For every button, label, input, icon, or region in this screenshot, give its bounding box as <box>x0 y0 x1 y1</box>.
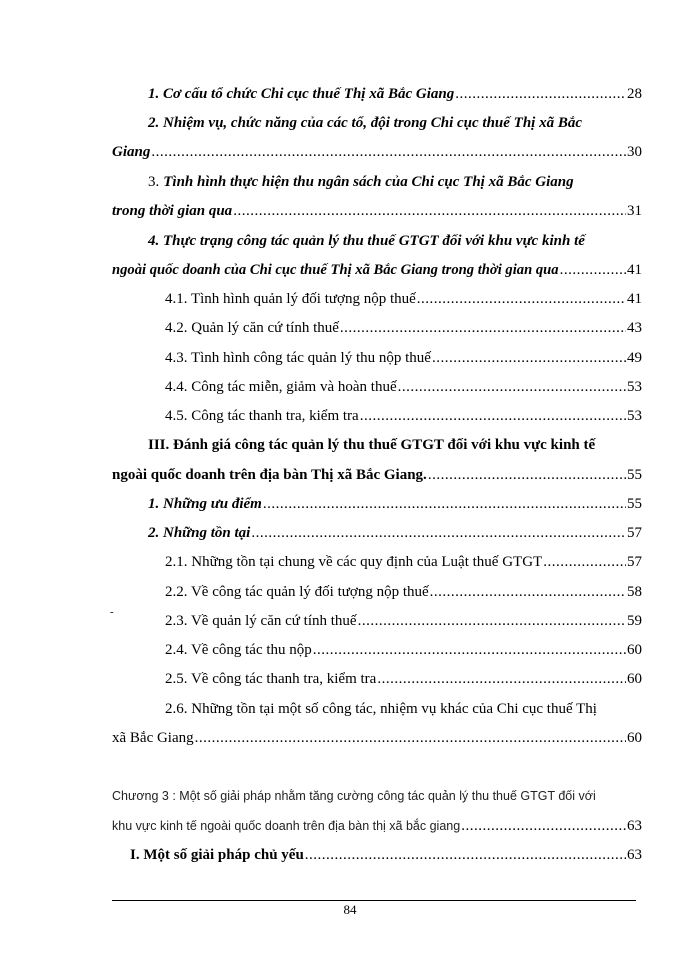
toc-entry-4-2[interactable] <box>112 320 642 344</box>
toc-page-number: 43 <box>627 320 642 336</box>
dot-leader <box>151 144 626 161</box>
toc-entry-4-line1[interactable] <box>112 233 642 257</box>
toc-entry-2-6-line2[interactable] <box>112 730 642 754</box>
toc-page-number: 55 <box>627 496 642 512</box>
toc-chapter-3-line1[interactable] <box>112 789 642 813</box>
toc-entry-4-4[interactable] <box>112 379 642 403</box>
dot-leader <box>313 642 626 659</box>
toc-section-1[interactable] <box>112 847 642 871</box>
toc-entry-title: 4.3. Tình hình công tác quản lý thu nộp thuế <box>165 350 431 366</box>
toc-entry-title-cont: trong thời gian qua <box>112 203 233 219</box>
toc-entry-title: 2.3. Về quản lý căn cứ tính thuế <box>165 613 357 629</box>
toc-page-number: 53 <box>627 379 642 395</box>
dot-leader <box>432 350 626 367</box>
toc-entry-title: 2.5. Về công tác thanh tra, kiểm tra <box>165 671 377 687</box>
toc-page-number: 60 <box>627 642 642 658</box>
toc-entry-title: Tình hình thực hiện thu ngân sách của Chi cục Thị xã Bắc Giang <box>163 174 574 190</box>
toc-entry-title: I. Một số giải pháp chủ yếu <box>130 847 304 863</box>
dot-leader <box>233 203 626 220</box>
toc-page-number: 30 <box>627 144 642 160</box>
toc-entry-2-1[interactable] <box>112 554 642 578</box>
margin-mark: - <box>110 606 114 618</box>
dot-leader <box>455 86 626 103</box>
toc-entry-title: 2.4. Về công tác thu nộp <box>165 642 312 658</box>
toc-page-number: 49 <box>627 350 642 366</box>
toc-entry-title-cont: Giang <box>112 144 151 160</box>
toc-page-number: 60 <box>627 671 642 687</box>
dot-leader <box>263 496 626 513</box>
toc-entry-title: 4. Thực trạng công tác quản lý thu thuế GTGT đối với khu vực kinh tế <box>148 233 585 249</box>
toc-entry-2-5[interactable] <box>112 671 642 695</box>
toc-entry-title: 2. Nhiệm vụ, chức năng của các tổ, đội trong Chi cục thuế Thị xã Bắc <box>148 115 583 131</box>
toc-entry-title: 2.1. Những tồn tại chung về các quy định của Luật thuế GTGT <box>165 554 543 570</box>
toc-entry-title-cont: khu vực kinh tế ngoài quốc doanh trên địa bàn thị xã bắc giang <box>112 819 461 833</box>
dot-leader <box>430 584 626 601</box>
toc-entry-2-3[interactable] <box>112 613 642 637</box>
dot-leader <box>543 554 626 571</box>
toc-page-number: 28 <box>627 86 642 102</box>
toc-page-number: 57 <box>627 554 642 570</box>
toc-entry-title: 1. Những ưu điểm <box>148 496 262 512</box>
toc-section-3-line1[interactable] <box>112 437 642 461</box>
toc-entry-title: III. Đánh giá công tác quản lý thu thuế GTGT đối với khu vực kinh tế <box>148 437 596 453</box>
dot-leader <box>360 408 626 425</box>
toc-page-number: 41 <box>627 262 642 278</box>
toc-page-number: 59 <box>627 613 642 629</box>
toc-entry-title: 1. Cơ cấu tổ chức Chi cục thuế Thị xã Bắc Giang <box>148 86 455 102</box>
toc-entry-2-4[interactable] <box>112 642 642 666</box>
toc-entry-shortcomings[interactable] <box>112 525 642 549</box>
toc-page-number: 57 <box>627 525 642 541</box>
toc-page-number: 31 <box>627 203 642 219</box>
toc-entry-2-2[interactable] <box>112 584 642 608</box>
dot-leader <box>251 525 626 542</box>
toc-entry-title: 4.1. Tình hình quản lý đối tượng nộp thuế <box>165 291 416 307</box>
toc-entry-3-line1[interactable] <box>112 174 642 198</box>
toc-entry-2-6-line1[interactable] <box>112 701 642 725</box>
dot-leader <box>428 467 626 484</box>
toc-entry-3-line2[interactable] <box>112 203 642 227</box>
footer-page-number: 84 <box>343 902 357 917</box>
toc-section-3-line2[interactable] <box>112 467 642 491</box>
dot-leader <box>195 730 626 747</box>
toc-entry-title: 4.2. Quản lý căn cứ tính thuế <box>165 320 339 336</box>
toc-page-number: 63 <box>627 847 642 863</box>
toc-chapter-3-line2[interactable] <box>112 818 642 842</box>
toc-page-number: 58 <box>627 584 642 600</box>
toc-page-number: 55 <box>627 467 642 483</box>
toc-entry-title: 2. Những tồn tại <box>148 525 251 541</box>
toc-entry-title: 4.4. Công tác miễn, giảm và hoàn thuế <box>165 379 397 395</box>
dot-leader <box>377 671 626 688</box>
toc-entry-4-3[interactable] <box>112 350 642 374</box>
toc-entry-1[interactable] <box>112 86 642 110</box>
toc-entry-4-1[interactable] <box>112 291 642 315</box>
toc-entry-title: 2.6. Những tồn tại một số công tác, nhiệm vụ khác của Chi cục thuế Thị <box>165 701 597 717</box>
toc-entry-2-line2[interactable] <box>112 144 642 168</box>
toc-entry-title-cont: xã Bắc Giang <box>112 730 194 746</box>
dot-leader <box>340 320 626 337</box>
dot-leader <box>358 613 626 630</box>
toc-entry-title-cont: ngoài quốc doanh trên địa bàn Thị xã Bắc Giang. <box>112 467 427 483</box>
toc-page-number: 60 <box>627 730 642 746</box>
dot-leader <box>417 291 626 308</box>
toc-entry-4-5[interactable] <box>112 408 642 432</box>
toc-entry-title: Chương 3 : Một số giải pháp nhằm tăng cường công tác quản lý thu thuế GTGT đối với <box>112 789 596 803</box>
toc-page-number: 53 <box>627 408 642 424</box>
dot-leader <box>461 818 626 835</box>
toc-entry-title: 4.5. Công tác thanh tra, kiểm tra <box>165 408 359 424</box>
toc-entry-title-cont: ngoài quốc doanh của Chi cục thuế Thị xã Bắc Giang trong thời gian qua <box>112 262 559 278</box>
toc-entry-advantages[interactable] <box>112 496 642 520</box>
toc-page-number: 63 <box>627 818 642 834</box>
toc-entry-4-line2[interactable] <box>112 262 642 286</box>
dot-leader <box>560 262 626 279</box>
dot-leader <box>398 379 626 396</box>
dot-leader <box>305 847 626 864</box>
toc-entry-number: 3. <box>148 174 160 190</box>
toc-entry-2-line1[interactable] <box>112 115 642 139</box>
toc-page-number: 41 <box>627 291 642 307</box>
footer-divider <box>112 900 636 901</box>
toc-entry-title: 2.2. Về công tác quản lý đối tượng nộp thuế <box>165 584 429 600</box>
